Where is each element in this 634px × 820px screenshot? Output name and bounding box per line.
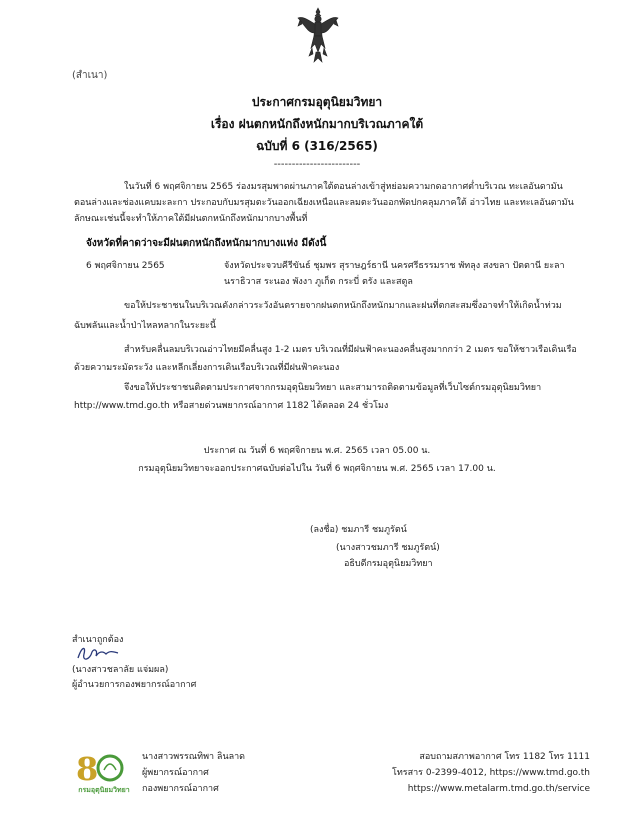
paragraph-line: ขอให้ประชาชนในบริเวณดังกล่าวระวังอันตรายจากฝนตกหนักถึงหนักมากและฝนที่ตกสะสมซึ่งอาจทำให้เกิดน้ำท่วม — [124, 301, 562, 311]
contact-fax-website[interactable]: โทรสาร 0-2399-4012, https://www.tmd.go.th — [392, 768, 590, 778]
next-announcement: กรมอุตุนิยมวิทยาจะออกประกาศฉบับต่อไปใน วันที่ 6 พฤศจิกายน พ.ศ. 2565 เวลา 17.00 น. — [138, 464, 496, 474]
province-list-line: นราธิวาส ระนอง พังงา ภูเก็ต กระบี่ ตรัง และสตูล — [224, 277, 413, 287]
copy-mark: (สำเนา) — [72, 70, 108, 81]
certifier-position: ผู้อำนวยการกองพยากรณ์อากาศ — [72, 680, 197, 690]
paragraph-line: ด้วยความระมัดระวัง และหลีกเลี่ยงการเดินเรือบริเวณที่มีฝนฟ้าคะนอง — [74, 363, 340, 373]
page-title: ประกาศกรมอุตุนิยมวิทยา — [251, 95, 383, 109]
announcement-date: ประกาศ ณ วันที่ 6 พฤศจิกายน พ.ศ. 2565 เวลา 05.00 น. — [203, 446, 431, 456]
issue-number: ฉบับที่ 6 (316/2565) — [256, 139, 378, 153]
certified-label: สำเนาถูกต้อง — [72, 635, 124, 645]
svg-text:8: 8 — [76, 750, 99, 788]
subject-line: เรื่อง ฝนตกหนักถึงหนักมากบริเวณภาคใต้ — [210, 117, 424, 131]
paragraph-line: http://www.tmd.go.th หรือสายด่วนพยากรณ์อากาศ 1182 ได้ตลอด 24 ชั่วโมง — [74, 401, 389, 411]
contact-phone: สอบถามสภาพอากาศ โทร 1182 โทร 1111 — [419, 752, 590, 762]
forecaster-title: ผู้พยากรณ์อากาศ — [142, 768, 209, 778]
signatory-position: อธิบดีกรมอุตุนิยมวิทยา — [344, 559, 433, 569]
forecaster-name: นางสาวพรรณทิพา ลินลาด — [142, 752, 246, 762]
handwritten-signature — [74, 644, 134, 664]
garuda-emblem-icon — [296, 6, 340, 64]
paragraph-line: สำหรับคลื่นลมบริเวณอ่าวไทยมีคลื่นสูง 1-2 เมตร บริเวณที่มีฝนฟ้าคะนองคลื่นสูงมากกว่า 2 เมตร ขอให้ชาวเรือเดินเรือ — [124, 345, 577, 355]
signature-line: (ลงชื่อ) ชมภารี ชมภูรัตน์ — [310, 525, 407, 535]
tmd-80-logo — [74, 748, 134, 796]
paragraph-line: ตอนล่างและช่องแคบมะละกา ประกอบกับมรสุมตะวันออกเฉียงเหนือและลมตะวันออกพัดปกคลุมภาคใต้ อ่าวไทย และทะเลอันดามัน — [74, 198, 574, 208]
provinces-heading: จังหวัดที่คาดว่าจะมีฝนตกหนักถึงหนักมากบางแห่ง มีดังนี้ — [86, 238, 327, 249]
province-list-line: จังหวัดประจวบคีรีขันธ์ ชุมพร สุราษฎร์ธานี นครศรีธรรมราช พัทลุง สงขลา ปัตตานี ยะลา — [224, 261, 565, 271]
paragraph-line: ในวันที่ 6 พฤศจิกายน 2565 ร่องมรสุมพาดผ่านภาคใต้ตอนล่างเข้าสู่หย่อมความกดอากาศต่ำบริเวณ ทะเลอันดามัน — [124, 182, 563, 192]
logo-caption: กรมอุตุนิยมวิทยา — [78, 786, 130, 794]
forecaster-division: กองพยากรณ์อากาศ — [142, 784, 219, 794]
paragraph-line: จึงขอให้ประชาชนติดตามประกาศจากกรมอุตุนิยมวิทยา และสามารถติดตามข้อมูลที่เว็บไซต์กรมอุตุนิยมวิทยา — [124, 383, 542, 393]
forecast-date: 6 พฤศจิกายน 2565 — [86, 261, 165, 271]
paragraph-line: ลักษณะเช่นนี้จะทำให้ภาคใต้มีฝนตกหนักถึงหนักมากบางพื้นที่ — [74, 214, 308, 224]
divider: ------------------------ — [273, 159, 361, 170]
paragraph-line: ฉับพลันและน้ำป่าไหลหลากในระยะนี้ — [74, 321, 216, 331]
metalarm-link[interactable]: https://www.metalarm.tmd.go.th/service — [407, 784, 590, 794]
certifier-name: (นางสาวชลาลัย แจ่มผล) — [72, 665, 169, 675]
signatory-name: (นางสาวชมภารี ชมภูรัตน์) — [336, 543, 440, 553]
